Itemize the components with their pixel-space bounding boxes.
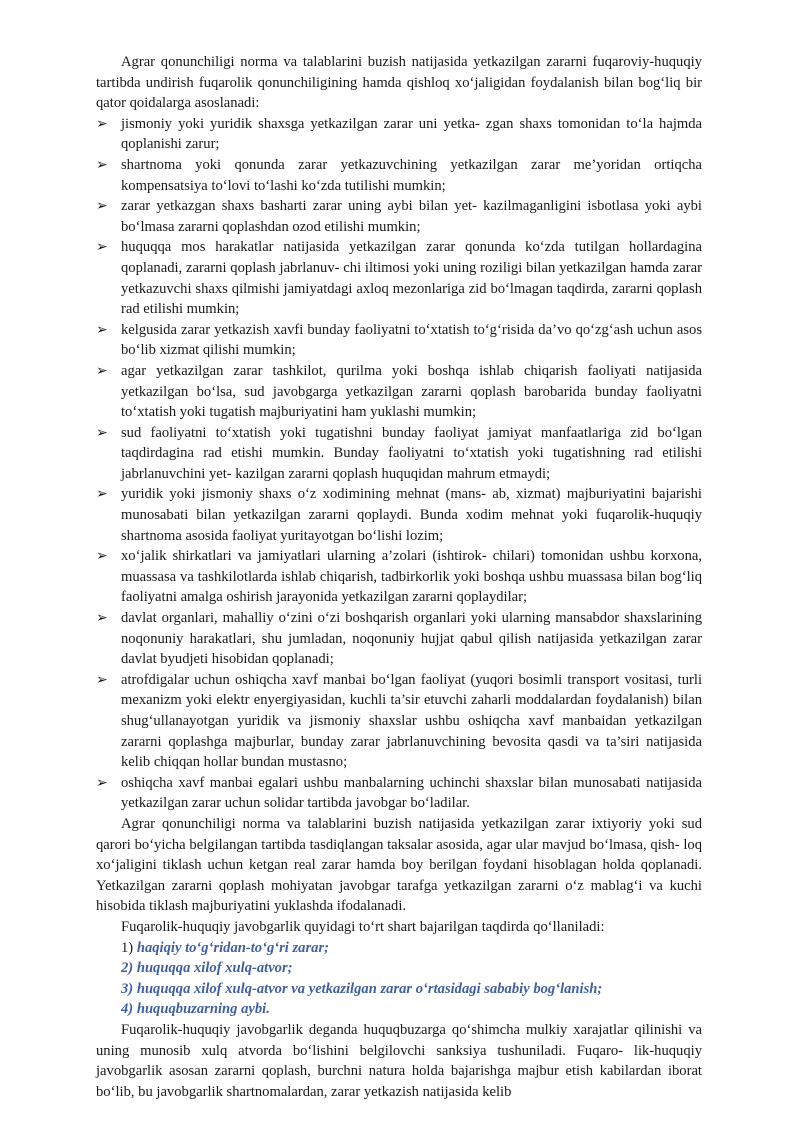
- list-item: 3) huquqqa xilof xulq-atvor va yetkazilgan zarar o‘rtasidagi sababiy bog‘lanish;: [121, 980, 603, 997]
- list-item: ➢ davlat organlari, mahalliy o‘zini o‘zi boshqarish organlari yoki ularning mansabdor shaxslarining noqonuniy harakatlari, shu jumladan, noqonuniy hujjat qabul qilish natijasida yetkazilgan zarar davlat byudjeti hisobidan qoplanadi;: [96, 610, 702, 668]
- document-page: [96, 52, 702, 1102]
- compensation-paragraph: Agrar qonunchiligi norma va talablarini buzish natijasida yetkazilgan zarar ixtiyoriy yoki sud qarori bo‘yicha belgilangan tartibda tasdiqlangan taksalar asosida, agar ular mavjud bo‘lmasa, qish- loq xo‘jaligini tiklash uchun ketgan real zarar hamda boy berilgan foydani hisoblagan holda qoplanadi. Yetkazilgan zararni qoplash mohiyatan javobgar tarafga yetkazilgan zararni o‘z mablag‘i va kuchi hisobida tiklash majburiyatini yuklashda ifodalanadi.: [96, 815, 702, 915]
- list-item: ➢ kelgusida zarar yetkazish xavfi bunday faoliyatni to‘xtatish to‘g‘risida da’vo qo‘zg‘ash uchun asos bo‘lib xizmat qilishi mumkin;: [96, 321, 702, 359]
- arrow-bullet-icon: ➢: [96, 156, 108, 173]
- list-item: ➢ jismoniy yoki yuridik shaxsga yetkazilgan zarar uni yetka- zgan shaxs tomonidan to‘la hajmda qoplanishi zarur;: [96, 115, 702, 153]
- list-item: 4) huquqbuzarning aybi.: [121, 1001, 270, 1018]
- arrow-bullet-icon: ➢: [96, 486, 108, 503]
- list-item: ➢ atrofdigalar uchun oshiqcha xavf manbai bo‘lgan faoliyat (yuqori bosimli transport vositasi, turli mexanizm yoki elektr enyergiyasidan, kuchli ta’sir etuvchi zaharli moddalardan foydalanish) bilan shug‘ullanayotgan yuridik va jismoniy shaxslar ushbu oshiqcha xavf manbaidan yetkazilgan zararni qoplashga majburlar, bunday zarar jabrlanuvchining bevosita qasdi va ta’siri natijasida kelib chiqqan hollar bundan mustasno;: [96, 671, 702, 771]
- list-item: 1) haqiqiy to‘g‘ridan-to‘g‘ri zarar;: [121, 939, 329, 956]
- arrow-bullet-icon: ➢: [96, 671, 108, 688]
- list-item: ➢ sud faoliyatni to‘xtatish yoki tugatishni bunday faoliyat jamiyat manfaatlariga zid bo‘lgan taqdirdagina rad etishi mumkin. Bunday faoliyatni to‘xtatish yoki tugatishning rad etilishi jabrlanuvchini yet- kazilgan zararni qoplash huquqidan mahrum etmaydi;: [96, 424, 702, 482]
- conditions-intro: Fuqarolik-huquqiy javobgarlik quyidagi to‘rt shart bajarilgan taqdirda qo‘llaniladi:: [121, 918, 605, 935]
- conditions-list: [96, 938, 702, 1020]
- rules-list: [96, 114, 702, 814]
- list-item: ➢ oshiqcha xavf manbai egalari ushbu manbalarning uchinchi shaxslar bilan munosabati natijasida yetkazilgan zarar uchun solidar tartibda javobgar bo‘ladilar.: [96, 774, 702, 812]
- list-item: ➢ xo‘jalik shirkatlari va jamiyatlari ularning a’zolari (ishtirok- chilari) tomonidan ushbu korxona, muassasa va tashkilotlarda ishlab chiqarish, tadbirkorlik yoki boshqa ushbu muassasa bilan bog‘liq faoliyatni amalga oshirish jarayonida yetkazilgan zararni qoplaydilar;: [96, 548, 702, 606]
- list-item: ➢ zarar yetkazgan shaxs basharti zarar uning aybi bilan yet- kazilmaganligini isbotlasa yoki aybi bo‘lmasa zararni qoplashdan ozod etilishi mumkin;: [96, 198, 702, 235]
- arrow-bullet-icon: ➢: [96, 198, 108, 215]
- arrow-bullet-icon: ➢: [96, 424, 108, 441]
- arrow-bullet-icon: ➢: [96, 362, 108, 379]
- arrow-bullet-icon: ➢: [96, 548, 108, 565]
- list-item: ➢ shartnoma yoki qonunda zarar yetkazuvchining yetkazilgan zarar me’yoridan ortiqcha kompensatsiya to‘lovi to‘lashi ko‘zda tutilishi mumkin;: [96, 156, 702, 194]
- list-item: ➢ yuridik yoki jismoniy shaxs o‘z xodimining mehnat (mans- ab, xizmat) majburiyatini bajarishi munosabati bilan yetkazilgan zararni qoplaydi. Bunda xodim mehnat yoki fuqarolik-huquqiy shartnoma asosida faoliyat yuritayotgan bo‘lishi lozim;: [96, 486, 702, 544]
- intro-paragraph: Agrar qonunchiligi norma va talablarini buzish natijasida yetkazilgan zararni fuqaroviy-huquqiy tartibda undirish fuqarolik qonunchiligining hamda qishloq xo‘jaligidan foydalanish bilan bog‘liq bir qator qoidalarga asoslanadi:: [96, 54, 702, 112]
- arrow-bullet-icon: ➢: [96, 239, 108, 256]
- arrow-bullet-icon: ➢: [96, 115, 108, 132]
- list-item: ➢ huquqqa mos harakatlar natijasida yetkazilgan zarar qonunda ko‘zda tutilgan hollardagina qoplanadi, zararni qoplash jabrlanuv- chi iltimosi yoki uning roziligi bilan yetkazilgan hamda zarar yetkazuvchi shaxs qilmishi jamiyatdagi axloq mezonlariga zid bo‘lmagan taqdirda, zararni qoplash rad etilishi mumkin;: [96, 239, 702, 318]
- list-item: 2) huquqqa xilof xulq-atvor;: [121, 960, 293, 977]
- liability-paragraph: Fuqarolik-huquqiy javobgarlik deganda huquqbuzarga qo‘shimcha mulkiy xarajatlar qilinishi va uning munosib xulq atvorda bo‘lishini belgilovchi sanksiya tushuniladi. Fuqaro- lik-huquqiy javobgarlik asosan zararni qoplash, burchni natura holda bajarishga majbur etish kabilardan iborat bo‘lib, bu javobgarlik shartnomalardan, zarar yetkazish natijasida kelib: [96, 1021, 702, 1100]
- arrow-bullet-icon: ➢: [96, 321, 108, 338]
- list-item: ➢ agar yetkazilgan zarar tashkilot, qurilma yoki boshqa ishlab chiqarish faoliyati natijasida yetkazilgan bo‘lsa, sud javobgarga yetkazilgan zararni qoplash barobarida bunday faoliyatni to‘xtatish yoki tugatish majburiyatini ham yuklashi mumkin;: [96, 362, 702, 421]
- arrow-bullet-icon: ➢: [96, 610, 108, 627]
- arrow-bullet-icon: ➢: [96, 774, 108, 791]
